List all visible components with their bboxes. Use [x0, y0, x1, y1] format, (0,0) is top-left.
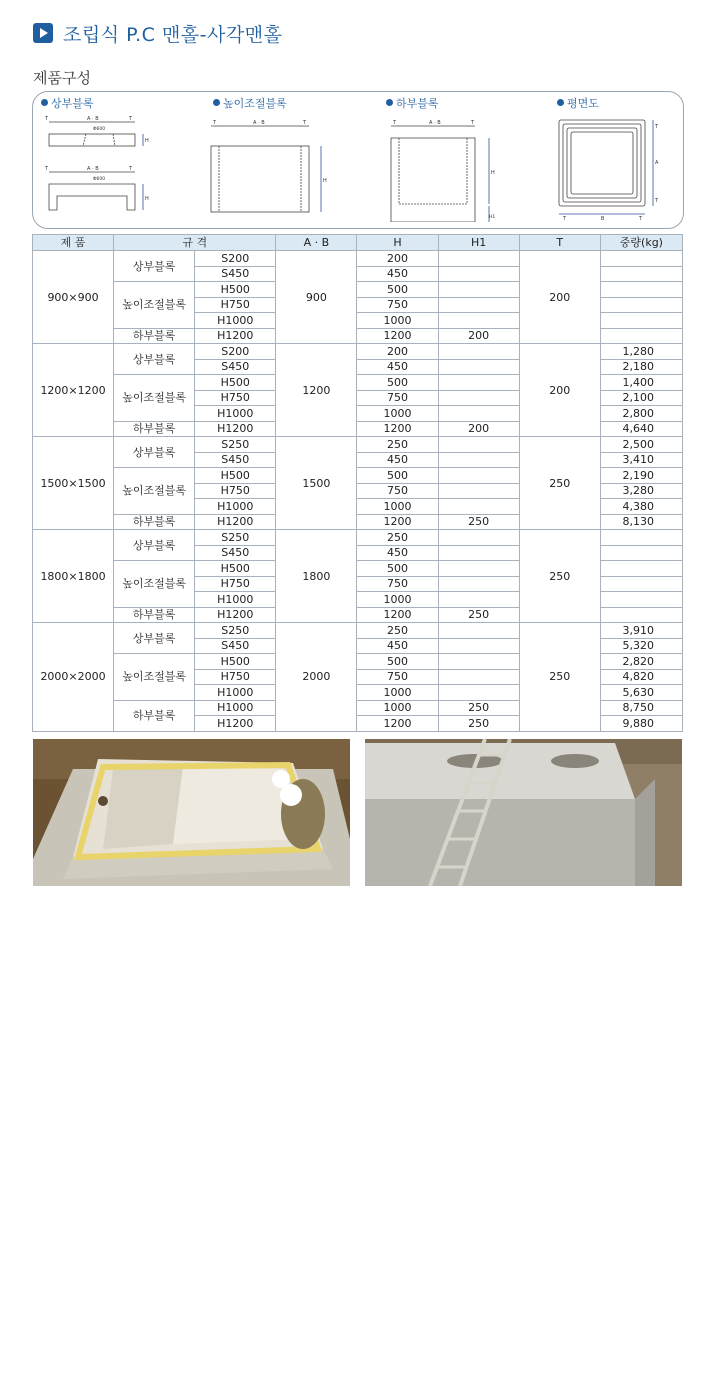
h1-cell: 200 [438, 328, 519, 344]
ab-cell: 2000 [276, 623, 357, 732]
weight-cell: 3,280 [600, 483, 682, 499]
spec-cell: H500 [195, 561, 276, 577]
col-header-product: 제 품 [33, 235, 114, 251]
weight-cell [600, 545, 682, 561]
weight-cell [600, 297, 682, 313]
svg-text:Φ600: Φ600 [93, 127, 106, 132]
bottom-block-drawing [385, 118, 515, 222]
weight-cell [600, 576, 682, 592]
spec-cell: S200 [195, 344, 276, 360]
svg-text:T: T [45, 166, 49, 172]
spec-cell: H500 [195, 375, 276, 391]
spec-cell: S250 [195, 437, 276, 453]
svg-text:H: H [145, 138, 149, 144]
h1-cell [438, 638, 519, 654]
col-header-t: T [519, 235, 600, 251]
h-cell: 1000 [357, 313, 438, 329]
spec-cell: H500 [195, 468, 276, 484]
bullet-icon [386, 99, 393, 106]
h-cell: 1000 [357, 592, 438, 608]
spec-cell: S450 [195, 638, 276, 654]
weight-cell: 9,880 [600, 716, 682, 732]
ab-cell: 1200 [276, 344, 357, 437]
spec-cell: H750 [195, 576, 276, 592]
weight-cell [600, 607, 682, 623]
h-cell: 1000 [357, 499, 438, 515]
diagram-label-bottom-block: 하부블록 [386, 95, 439, 111]
subtype-cell: 높이조절블록 [114, 468, 195, 515]
product-cell: 1800×1800 [33, 530, 114, 623]
subtype-cell: 하부블록 [114, 421, 195, 437]
weight-cell [600, 561, 682, 577]
subtype-cell: 높이조절블록 [114, 654, 195, 701]
spec-cell: S250 [195, 623, 276, 639]
svg-text:T: T [45, 116, 49, 122]
h-cell: 750 [357, 390, 438, 406]
subtype-cell: 높이조절블록 [114, 282, 195, 329]
subtype-cell: 상부블록 [114, 251, 195, 282]
weight-cell: 5,630 [600, 685, 682, 701]
weight-cell: 1,400 [600, 375, 682, 391]
subtype-cell: 상부블록 [114, 344, 195, 375]
h-cell: 500 [357, 375, 438, 391]
subtype-cell: 하부블록 [114, 607, 195, 623]
h-cell: 500 [357, 282, 438, 298]
h1-cell [438, 468, 519, 484]
spec-cell: S450 [195, 266, 276, 282]
weight-cell: 2,190 [600, 468, 682, 484]
weight-cell [600, 313, 682, 329]
weight-cell [600, 328, 682, 344]
h-cell: 450 [357, 359, 438, 375]
svg-text:H: H [145, 196, 149, 202]
svg-text:A: A [655, 160, 659, 166]
h1-cell [438, 561, 519, 577]
h-cell: 1200 [357, 716, 438, 732]
h-cell: 250 [357, 623, 438, 639]
h-cell: 1200 [357, 328, 438, 344]
subtype-cell: 높이조절블록 [114, 561, 195, 608]
weight-cell [600, 251, 682, 267]
h1-cell [438, 530, 519, 546]
weight-cell [600, 282, 682, 298]
h1-cell [438, 685, 519, 701]
h-cell: 750 [357, 669, 438, 685]
spec-cell: H1000 [195, 592, 276, 608]
diagram-label-plan-view: 평면도 [557, 95, 599, 111]
table-body [33, 251, 683, 732]
t-cell: 250 [519, 437, 600, 530]
h-cell: 200 [357, 344, 438, 360]
weight-cell: 8,750 [600, 700, 682, 716]
h1-cell: 250 [438, 607, 519, 623]
spec-cell: S450 [195, 545, 276, 561]
h1-cell [438, 452, 519, 468]
spec-cell: H1000 [195, 313, 276, 329]
title-row [33, 20, 282, 46]
svg-text:H: H [491, 170, 495, 176]
h-cell: 450 [357, 638, 438, 654]
h1-cell [438, 359, 519, 375]
weight-cell [600, 592, 682, 608]
h-cell: 1000 [357, 685, 438, 701]
subtype-cell: 높이조절블록 [114, 375, 195, 422]
page-title: 조립식 P.C 맨홀-사각맨홀 [63, 23, 283, 46]
spec-cell: H750 [195, 297, 276, 313]
svg-text:B: B [601, 216, 605, 222]
product-cell: 1500×1500 [33, 437, 114, 530]
h-cell: 500 [357, 561, 438, 577]
h-cell: 500 [357, 654, 438, 670]
col-header-ab: A · B [276, 235, 357, 251]
spec-cell: H1200 [195, 421, 276, 437]
h1-cell [438, 669, 519, 685]
h1-cell: 250 [438, 514, 519, 530]
h1-cell [438, 313, 519, 329]
svg-text:T: T [655, 198, 659, 204]
weight-cell: 4,380 [600, 499, 682, 515]
h-cell: 1000 [357, 700, 438, 716]
weight-cell: 5,320 [600, 638, 682, 654]
weight-cell: 3,910 [600, 623, 682, 639]
subtype-cell: 상부블록 [114, 530, 195, 561]
weight-cell: 2,800 [600, 406, 682, 422]
spec-cell: H1200 [195, 514, 276, 530]
diagram-label-height-block: 높이조절블록 [213, 95, 287, 111]
product-cell: 1200×1200 [33, 344, 114, 437]
table-row [33, 437, 683, 453]
height-block-drawing [209, 118, 339, 222]
h-cell: 450 [357, 545, 438, 561]
h1-cell: 250 [438, 700, 519, 716]
h1-cell [438, 251, 519, 267]
col-header-weight: 중량(kg) [600, 235, 682, 251]
h1-cell: 250 [438, 716, 519, 732]
photo-installation-workers [33, 739, 350, 886]
svg-text:T: T [213, 120, 217, 126]
weight-cell [600, 266, 682, 282]
t-cell: 200 [519, 344, 600, 437]
diagram-label-top-block: 상부블록 [41, 95, 94, 111]
col-header-h: H [357, 235, 438, 251]
t-cell: 250 [519, 530, 600, 623]
table-row [33, 623, 683, 639]
ab-cell: 1800 [276, 530, 357, 623]
h1-cell [438, 483, 519, 499]
table-row [33, 344, 683, 360]
h1-cell [438, 390, 519, 406]
svg-text:Φ600: Φ600 [93, 177, 106, 182]
product-cell: 900×900 [33, 251, 114, 344]
h1-cell [438, 406, 519, 422]
col-header-spec: 규 격 [114, 235, 276, 251]
weight-cell: 8,130 [600, 514, 682, 530]
weight-cell: 2,820 [600, 654, 682, 670]
ab-cell: 900 [276, 251, 357, 344]
svg-text:H1: H1 [489, 215, 496, 220]
subtype-cell: 상부블록 [114, 437, 195, 468]
t-cell: 200 [519, 251, 600, 344]
h-cell: 750 [357, 576, 438, 592]
weight-cell: 2,180 [600, 359, 682, 375]
h-cell: 1000 [357, 406, 438, 422]
svg-text:T: T [655, 124, 659, 130]
h1-cell [438, 437, 519, 453]
section-title: 제품구성 [33, 69, 91, 87]
bullet-icon [41, 99, 48, 106]
h1-cell [438, 266, 519, 282]
subtype-cell: 상부블록 [114, 623, 195, 654]
h-cell: 450 [357, 452, 438, 468]
weight-cell: 2,100 [600, 390, 682, 406]
h-cell: 1200 [357, 607, 438, 623]
spec-cell: H750 [195, 483, 276, 499]
svg-text:A · B: A · B [253, 120, 265, 126]
svg-text:T: T [563, 216, 567, 222]
h1-cell [438, 499, 519, 515]
top-block-drawing [43, 114, 158, 222]
play-arrow-icon [33, 23, 53, 43]
table-header-row [33, 235, 683, 251]
spec-cell: H500 [195, 654, 276, 670]
subtype-cell: 하부블록 [114, 514, 195, 530]
t-cell: 250 [519, 623, 600, 732]
h-cell: 1200 [357, 421, 438, 437]
product-cell: 2000×2000 [33, 623, 114, 732]
svg-text:A · B: A · B [429, 120, 441, 126]
h-cell: 200 [357, 251, 438, 267]
h1-cell [438, 623, 519, 639]
bullet-icon [213, 99, 220, 106]
weight-cell: 4,820 [600, 669, 682, 685]
svg-text:H: H [323, 178, 327, 184]
svg-text:T: T [303, 120, 307, 126]
weight-cell [600, 530, 682, 546]
h-cell: 450 [357, 266, 438, 282]
subtype-cell: 하부블록 [114, 700, 195, 731]
h1-cell [438, 375, 519, 391]
table-row [33, 251, 683, 267]
col-header-h1: H1 [438, 235, 519, 251]
h1-cell [438, 592, 519, 608]
spec-cell: H750 [195, 390, 276, 406]
plan-view-drawing [555, 116, 665, 222]
spec-cell: S450 [195, 359, 276, 375]
h-cell: 1200 [357, 514, 438, 530]
h-cell: 750 [357, 483, 438, 499]
svg-text:A · B: A · B [87, 166, 99, 172]
h-cell: 500 [357, 468, 438, 484]
spec-cell: H500 [195, 282, 276, 298]
spec-cell: S250 [195, 530, 276, 546]
h1-cell [438, 545, 519, 561]
spec-cell: H1200 [195, 716, 276, 732]
h1-cell [438, 297, 519, 313]
weight-cell: 3,410 [600, 452, 682, 468]
h1-cell [438, 576, 519, 592]
spec-cell: H1000 [195, 685, 276, 701]
subtype-cell: 하부블록 [114, 328, 195, 344]
spec-cell: S450 [195, 452, 276, 468]
spec-cell: H1000 [195, 499, 276, 515]
svg-text:T: T [129, 116, 133, 122]
spec-table [32, 234, 683, 732]
spec-cell: H750 [195, 669, 276, 685]
bullet-icon [557, 99, 564, 106]
h1-cell: 200 [438, 421, 519, 437]
h1-cell [438, 282, 519, 298]
h-cell: 250 [357, 437, 438, 453]
svg-text:A · B: A · B [87, 116, 99, 122]
weight-cell: 1,280 [600, 344, 682, 360]
photo-installed-manhole-ladder [365, 739, 682, 886]
h-cell: 750 [357, 297, 438, 313]
svg-text:T: T [639, 216, 643, 222]
spec-cell: H1200 [195, 328, 276, 344]
h1-cell [438, 654, 519, 670]
component-diagrams [32, 91, 684, 229]
weight-cell: 4,640 [600, 421, 682, 437]
weight-cell: 2,500 [600, 437, 682, 453]
svg-text:T: T [129, 166, 133, 172]
table-row [33, 530, 683, 546]
spec-cell: H1000 [195, 406, 276, 422]
spec-cell: S200 [195, 251, 276, 267]
svg-text:T: T [393, 120, 397, 126]
h-cell: 250 [357, 530, 438, 546]
ab-cell: 1500 [276, 437, 357, 530]
spec-cell: H1000 [195, 700, 276, 716]
svg-text:T: T [471, 120, 475, 126]
spec-cell: H1200 [195, 607, 276, 623]
h1-cell [438, 344, 519, 360]
